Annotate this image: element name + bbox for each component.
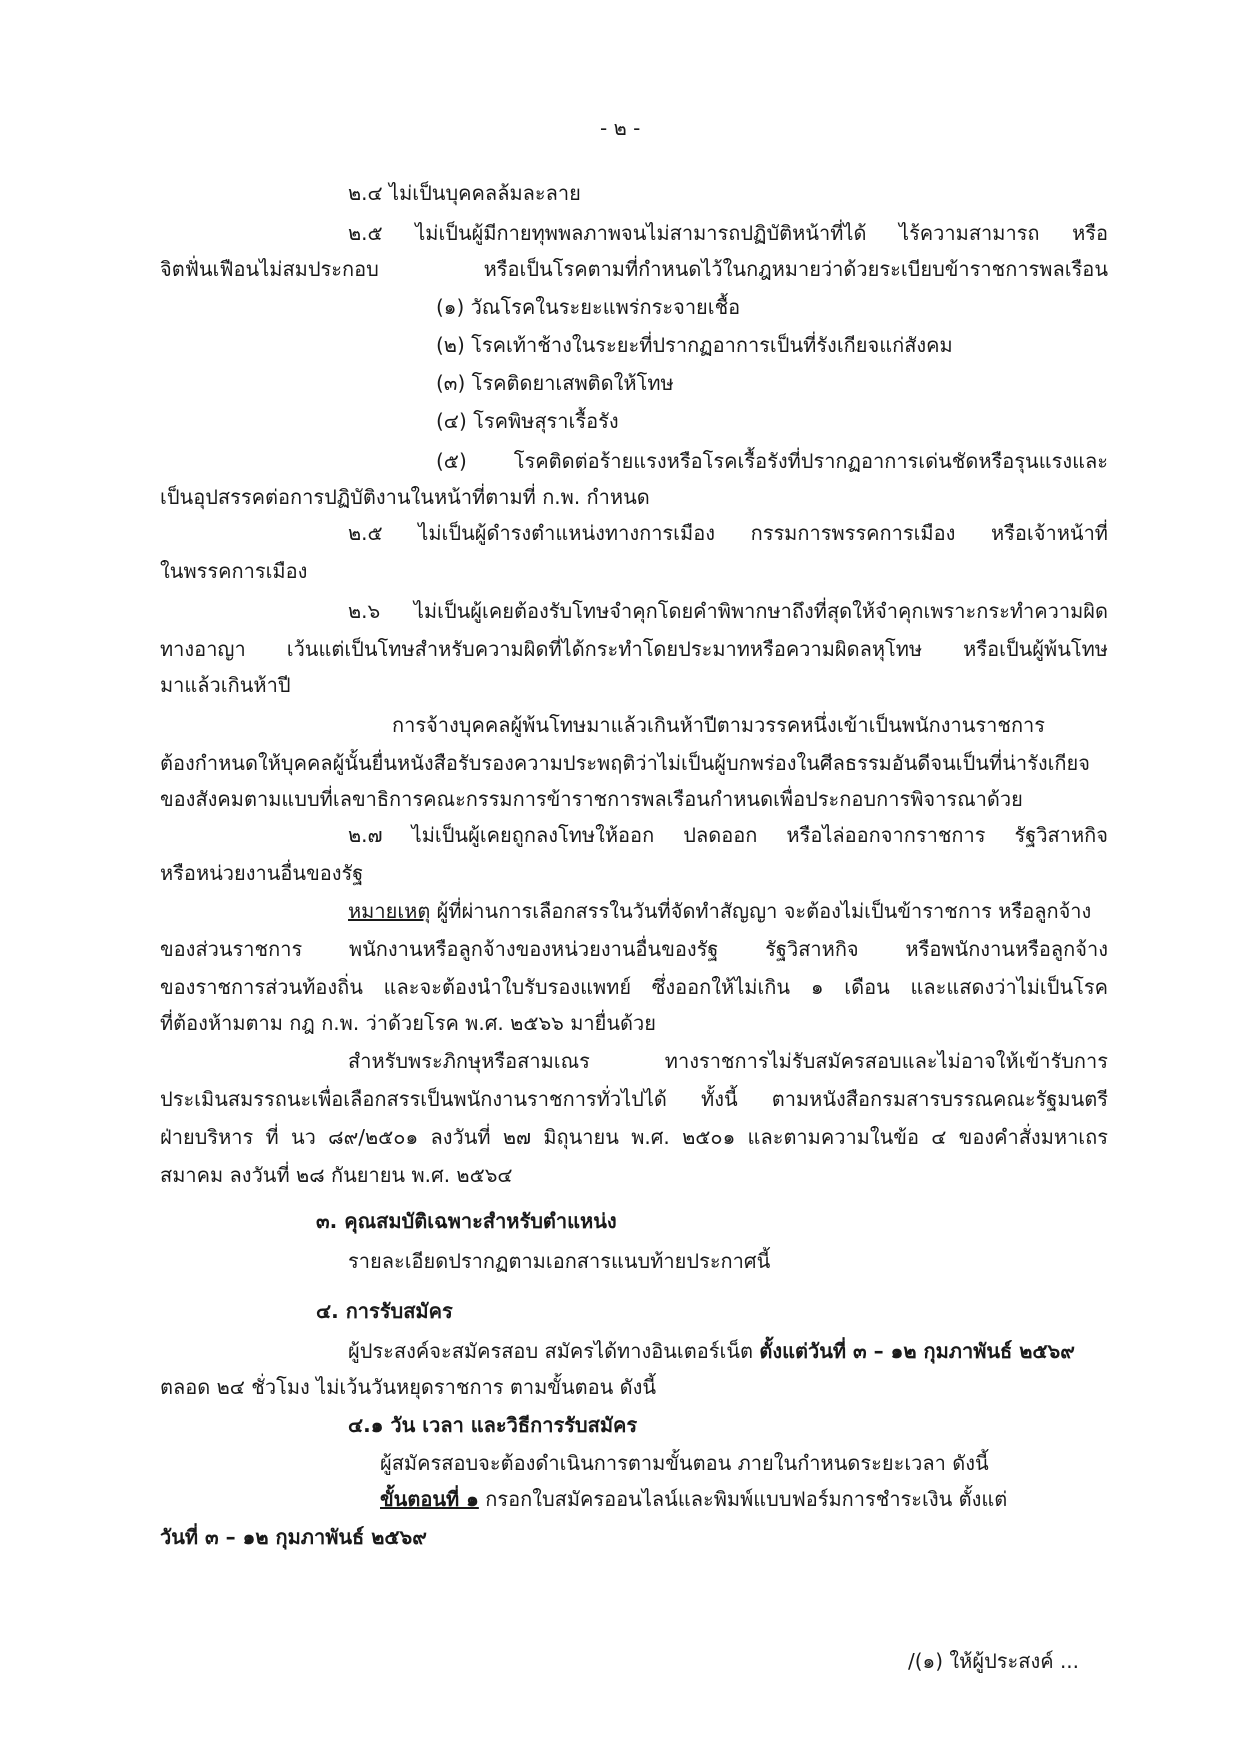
remark-line-1 [348,896,1091,926]
remark-label: หมายเหตุ [348,899,431,923]
disease-1: (๑) วัณโรคในระยะแพร่กระจายเชื้อ [436,295,741,319]
item-2-6-line-2: ทางอาญา เว้นแต่เป็นโทษสำหรับความผิดที่ได้กระทำโดยประมาทหรือความผิดลหุโทษ หรือเป็นผู้พ้นโทษ [160,637,1108,661]
remark-line-2: ของส่วนราชการ พนักงานหรือลูกจ้างของหน่วยงานอื่นของรัฐ รัฐวิสาหกิจ หรือพนักงานหรือลูกจ้าง [160,937,1108,961]
disease-2: (๒) โรคเท้าช้างในระยะที่ปรากฏอาการเป็นที่รังเกียจแก่สังคม [436,333,953,357]
disease-4: (๔) โรคพิษสุราเรื้อรัง [436,409,619,433]
section-4-paragraph-text: ผู้ประสงค์จะสมัครสอบ สมัครได้ทางอินเตอร์เน็ต [348,1339,760,1363]
monk-line-4: สมาคม ลงวันที่ ๒๘ กันยายน พ.ศ. ๒๕๖๔ [160,1163,513,1187]
section-4-paragraph-line-2: ตลอด ๒๔ ชั่วโมง ไม่เว้นวันหยุดราชการ ตามขั้นตอน ดังนี้ [160,1375,657,1399]
hiring-note-line-1: การจ้างบุคคลผู้พ้นโทษมาแล้วเกินห้าปีตามวรรคหนึ่งเข้าเป็นพนักงานราชการ [392,713,1046,737]
item-2-6-line-1: ๒.๖ ไม่เป็นผู้เคยต้องรับโทษจำคุกโดยคำพิพากษาถึงที่สุดให้จำคุกเพราะกระทำความผิด [348,599,1108,623]
continuation-text: /(๑) ให้ผู้ประสงค์ ... [908,1649,1080,1673]
item-2-5b-line-2: ในพรรคการเมือง [160,559,308,583]
hiring-note-line-3: ของสังคมตามแบบที่เลขาธิการคณะกรรมการข้าราชการพลเรือนกำหนดเพื่อประกอบการพิจารณาด้วย [160,787,1023,811]
disease-5-line-1: (๕) โรคติดต่อร้ายแรงหรือโรคเรื้อรังที่ปรากฏอาการเด่นชัดหรือรุนแรงและ [436,449,1108,473]
monk-line-2: ประเมินสมรรถนะเพื่อเลือกสรรเป็นพนักงานราชการทั่วไปได้ ทั้งนี้ ตามหนังสือกรมสารบรรณคณะรัฐมนตรี [160,1087,1108,1111]
step-1-text: กรอกใบสมัครออนไลน์และพิมพ์แบบฟอร์มการชำระเงิน ตั้งแต่ [478,1487,1008,1511]
item-2-7-line-1: ๒.๗ ไม่เป็นผู้เคยถูกลงโทษให้ออก ปลดออก หรือไล่ออกจากราชการ รัฐวิสาหกิจ [348,823,1108,847]
item-2-5b-line-1: ๒.๕ ไม่เป็นผู้ดำรงตำแหน่งทางการเมือง กรรมการพรรคการเมือง หรือเจ้าหน้าที่ [348,521,1108,545]
section-3-body: รายละเอียดปรากฏตามเอกสารแนบท้ายประกาศนี้ [348,1249,771,1273]
item-2-5-line-2: จิตฟั่นเฟือนไม่สมประกอบ หรือเป็นโรคตามที่กำหนดไว้ในกฎหมายว่าด้วยระเบียบข้าราชการพลเรือน [160,257,1108,281]
item-2-6-line-3: มาแล้วเกินห้าปี [160,673,291,697]
remark-line-4: ที่ต้องห้ามตาม กฎ ก.พ. ว่าด้วยโรค พ.ศ. ๒๕๖๖ มายื่นด้วย [160,1011,656,1035]
section-4-paragraph-line-1 [348,1336,1075,1366]
item-2-4: ๒.๔ ไม่เป็นบุคคลล้มละลาย [348,181,581,205]
remark-line-3: ของราชการส่วนท้องถิ่น และจะต้องนำใบรับรองแพทย์ ซึ่งออกให้ไม่เกิน ๑ เดือน และแสดงว่าไม่เป็นโรค [160,975,1108,999]
item-2-7-line-2: หรือหน่วยงานอื่นของรัฐ [160,861,364,885]
hiring-note-line-2: ต้องกำหนดให้บุคคลผู้นั้นยื่นหนังสือรับรองความประพฤติว่าไม่เป็นผู้บกพร่องในศีลธรรมอันดีจนเป็นที่น่ารังเกียจ [160,751,1090,775]
remark-text: ผู้ที่ผ่านการเลือกสรรในวันที่จัดทำสัญญา จะต้องไม่เป็นข้าราชการ หรือลูกจ้าง [430,899,1092,923]
monk-line-1: สำหรับพระภิกษุหรือสามเณร ทางราชการไม่รับสมัครสอบและไม่อาจให้เข้ารับการ [348,1049,1108,1073]
section-4-1-heading: ๔.๑ วัน เวลา และวิธีการรับสมัคร [348,1413,638,1437]
step-1-line-1 [380,1484,1007,1514]
section-4-1-body: ผู้สมัครสอบจะต้องดำเนินการตามขั้นตอน ภายในกำหนดระยะเวลา ดังนี้ [380,1451,989,1475]
disease-3: (๓) โรคติดยาเสพติดให้โทษ [436,371,674,395]
item-2-5-line-1: ๒.๕ ไม่เป็นผู้มีกายทุพพลภาพจนไม่สามารถปฏิบัติหน้าที่ได้ ไร้ความสามารถ หรือ [348,221,1108,245]
monk-line-3: ฝ่ายบริหาร ที่ นว ๘๙/๒๕๐๑ ลงวันที่ ๒๗ มิถุนายน พ.ศ. ๒๕๐๑ และตามความในข้อ ๔ ของคำสั่งมหาเถร [160,1125,1108,1149]
section-3-heading: ๓. คุณสมบัติเฉพาะสำหรับตำแหน่ง [316,1209,617,1233]
step-1-label: ขั้นตอนที่ ๑ [380,1487,479,1511]
step-1-line-2: วันที่ ๓ – ๑๒ กุมภาพันธ์ ๒๕๖๙ [160,1525,427,1549]
application-period: ตั้งแต่วันที่ ๓ – ๑๒ กุมภาพันธ์ ๒๕๖๙ [759,1339,1075,1363]
disease-5-line-2: เป็นอุปสรรคต่อการปฏิบัติงานในหน้าที่ตามที่ ก.พ. กำหนด [160,485,650,509]
page-number: - ๒ - [600,116,641,140]
section-4-heading: ๔. การรับสมัคร [316,1299,453,1323]
